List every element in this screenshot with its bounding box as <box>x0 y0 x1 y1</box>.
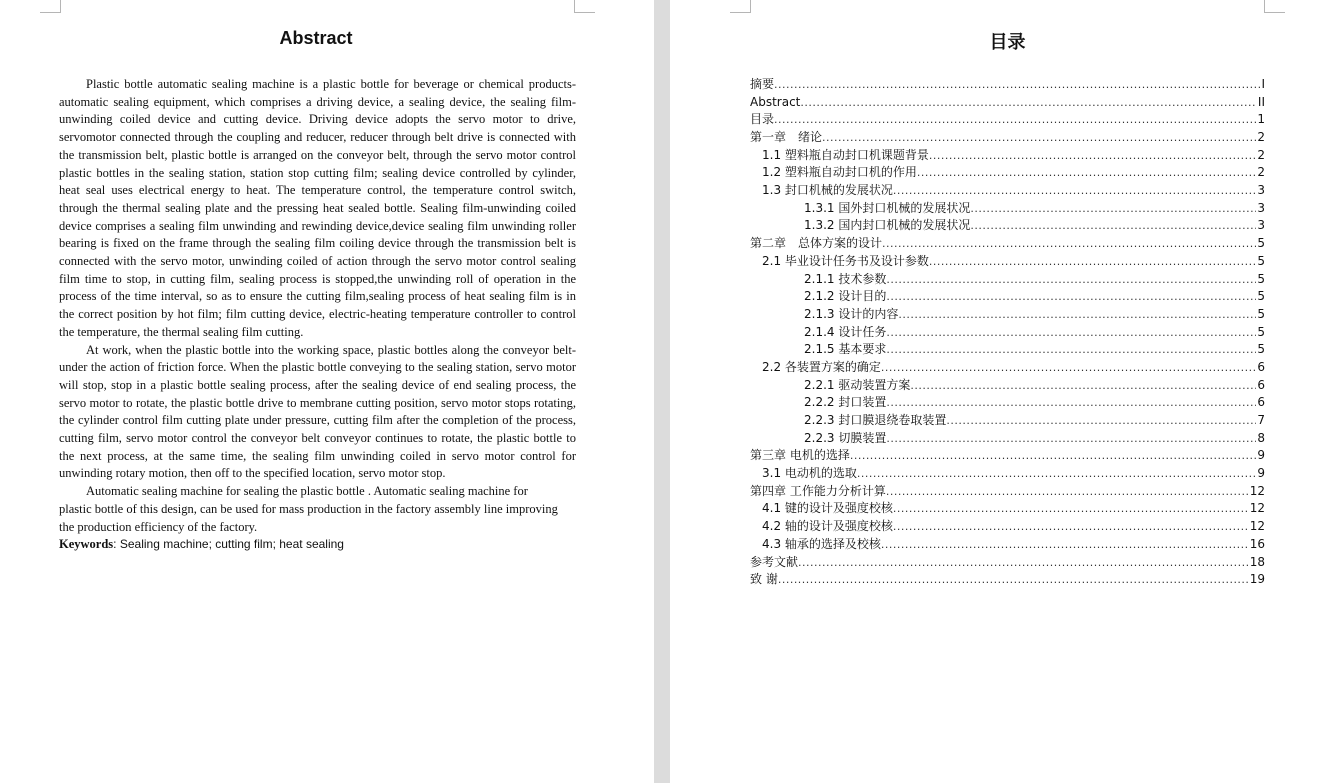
abstract-body <box>59 76 576 554</box>
toc-entry[interactable] <box>750 111 1265 129</box>
toc-dot-leader <box>886 483 1249 501</box>
toc-entry-label: 2.1.2 设计目的 <box>804 289 887 304</box>
toc-entry-label: 2.1 毕业设计任务书及设计参数 <box>762 253 929 268</box>
toc-entry-page: 12 <box>1249 483 1265 498</box>
toc-entry-label: 第一章 绪论 <box>750 130 823 145</box>
toc-entry-page: 5 <box>1257 306 1265 321</box>
toc-entry[interactable] <box>750 164 1265 182</box>
toc-entry-page: 7 <box>1257 413 1265 428</box>
toc-entry-page: 5 <box>1257 253 1265 268</box>
toc-entry-label: 2.1.3 设计的内容 <box>804 306 899 321</box>
toc-entry-page: I <box>1261 76 1265 91</box>
toc-dot-leader <box>893 182 1256 200</box>
toc-entry[interactable] <box>750 147 1265 165</box>
toc-dot-leader <box>774 76 1260 94</box>
toc-entry-page: 9 <box>1257 448 1265 463</box>
toc-entry[interactable] <box>750 324 1265 342</box>
toc-entry[interactable] <box>750 306 1265 324</box>
keywords-label: Keywords <box>59 537 114 552</box>
abstract-page <box>0 0 654 783</box>
toc-entry[interactable] <box>750 341 1265 359</box>
toc-entry-label: Abstract <box>750 94 801 109</box>
toc-dot-leader <box>857 465 1256 483</box>
toc-entry-page: 3 <box>1257 200 1265 215</box>
toc-entry-page: 2 <box>1257 130 1265 145</box>
toc-entry-label: 摘要 <box>750 76 775 91</box>
toc-entry[interactable] <box>750 501 1265 519</box>
toc-entry[interactable] <box>750 235 1265 253</box>
toc-entry-label: 2.2.3 切膜装置 <box>804 430 887 445</box>
toc-entry-page: 3 <box>1257 218 1265 233</box>
toc-entry-page: 5 <box>1257 324 1265 339</box>
toc-dot-leader <box>881 536 1249 554</box>
toc-entry[interactable] <box>750 359 1265 377</box>
toc-entry-page: 9 <box>1257 466 1265 481</box>
toc-entry-label: 2.2.1 驱动装置方案 <box>804 377 911 392</box>
abstract-paragraph: Plastic bottle automatic sealing machine is a plastic bottle for beverage or chemical products-automatic sealing equipment, which comprises a driving device, a sealing device, the sealing film-unwinding coiled device and cutting device. Driving device adopts the servo motor to drive, servomotor connected through the coupling and reducer, reducer through belt drive is connected with the transmission belt, plastic bottle is arranged on the conveyor belt, through the servo motor control plastic bottles in the sealing station, station stop cutting film; sealing device controlled by cylinder, heat seal uses electrical energy to heat. The temperature control, the temperature control switch, through the thermal sealing plate and the pressing heat sealed bottle. Sealing film-unwinding coiled device comprises a sealing film unwinding and rewinding device,device sealing film unwinding roller bearing is fixed on the frame through the sealing film coiling device through the transmission belt is connected with the servo motor, unwinding coiled of action through the servo motor control sealing film time to stop, in cutting film, sealing process is stopped,the unwinding roll of operation in the process of the time interval, so as to ensure the cutting film,sealing process of heat sealing film is in the correct position by hot film; film cutting device, electric-heating temperature controller to control the temperature, the thermal sealing film cutting. <box>59 77 576 339</box>
crop-mark <box>574 0 595 13</box>
toc-entry-label: 参考文献 <box>750 554 799 569</box>
toc-title: 目录 <box>989 32 1026 53</box>
keywords-text: : Sealing machine; cutting film; heat sealing <box>113 537 344 552</box>
toc-entry-label: 目录 <box>750 112 775 127</box>
toc-entry-label: 2.2.2 封口装置 <box>804 395 887 410</box>
toc-entry[interactable] <box>750 129 1265 147</box>
toc-entry[interactable] <box>750 182 1265 200</box>
toc-entry-page: 8 <box>1257 430 1265 445</box>
toc-dot-leader <box>882 235 1256 253</box>
toc-entry-page: 16 <box>1249 536 1265 551</box>
toc-entry-label: 2.1.1 技术参数 <box>804 271 887 286</box>
toc-dot-leader <box>893 518 1249 536</box>
toc-dot-leader <box>929 253 1256 271</box>
toc-entry-label: 3.1 电动机的选取 <box>762 466 857 481</box>
crop-mark <box>730 0 751 13</box>
toc-entry-page: 6 <box>1257 377 1265 392</box>
toc-entry-label: 2.1.4 设计任务 <box>804 324 887 339</box>
toc-entry-page: 12 <box>1249 501 1265 516</box>
toc-entry[interactable] <box>750 430 1265 448</box>
toc-list <box>750 76 1265 589</box>
toc-entry[interactable] <box>750 394 1265 412</box>
keywords-line <box>59 536 576 554</box>
toc-dot-leader <box>970 217 1256 235</box>
toc-entry[interactable] <box>750 271 1265 289</box>
toc-dot-leader <box>970 200 1256 218</box>
toc-entry[interactable] <box>750 94 1265 112</box>
toc-dot-leader <box>886 430 1256 448</box>
toc-dot-leader <box>917 164 1256 182</box>
toc-entry[interactable] <box>750 571 1265 589</box>
toc-entry-page: 12 <box>1249 519 1265 534</box>
toc-entry-label: 2.1.5 基本要求 <box>804 342 887 357</box>
page-gutter <box>654 0 670 783</box>
abstract-paragraph: Automatic sealing machine for sealing the plastic bottle . Automatic sealing machine for plastic bottle of this design, can be used for mass production in the factory assembly line improving the production efficiency of the factory. <box>59 484 558 534</box>
toc-dot-leader <box>886 288 1256 306</box>
toc-entry[interactable] <box>750 554 1265 572</box>
toc-entry-page: 2 <box>1257 165 1265 180</box>
toc-entry-page: 6 <box>1257 395 1265 410</box>
toc-dot-leader <box>881 359 1256 377</box>
toc-dot-leader <box>850 447 1257 465</box>
toc-entry-page: 2 <box>1257 147 1265 162</box>
toc-entry-page: 18 <box>1249 554 1265 569</box>
toc-entry-label: 1.2 塑料瓶自动封口机的作用 <box>762 165 917 180</box>
toc-entry[interactable] <box>750 218 1265 236</box>
toc-entry-label: 第三章 电机的选择 <box>750 448 850 463</box>
toc-entry-label: 第四章 工作能力分析计算 <box>750 483 886 498</box>
toc-dot-leader <box>910 377 1256 395</box>
toc-entry-label: 1.3.1 国外封口机械的发展状况 <box>804 200 971 215</box>
toc-entry-page: 5 <box>1257 342 1265 357</box>
toc-entry[interactable] <box>750 412 1265 430</box>
toc-entry-label: 4.1 键的设计及强度校核 <box>762 501 893 516</box>
toc-entry[interactable] <box>750 76 1265 94</box>
toc-dot-leader <box>822 129 1256 147</box>
toc-entry[interactable] <box>750 465 1265 483</box>
toc-entry[interactable] <box>750 377 1265 395</box>
toc-dot-leader <box>886 341 1256 359</box>
toc-entry-label: 1.3.2 国内封口机械的发展状况 <box>804 218 971 233</box>
toc-entry-page: 6 <box>1257 359 1265 374</box>
toc-dot-leader <box>800 94 1257 112</box>
crop-mark <box>40 0 61 13</box>
toc-entry[interactable] <box>750 447 1265 465</box>
toc-dot-leader <box>893 500 1249 518</box>
toc-entry-label: 1.1 塑料瓶自动封口机课题背景 <box>762 147 929 162</box>
toc-entry[interactable] <box>750 483 1265 501</box>
toc-dot-leader <box>898 306 1256 324</box>
toc-entry[interactable] <box>750 536 1265 554</box>
toc-entry-page: II <box>1257 94 1265 109</box>
toc-entry-label: 4.3 轴承的选择及校核 <box>762 536 881 551</box>
toc-entry[interactable] <box>750 200 1265 218</box>
abstract-title: Abstract <box>279 28 353 48</box>
toc-entry-page: 19 <box>1249 572 1265 587</box>
toc-page <box>670 0 1332 783</box>
toc-entry[interactable] <box>750 253 1265 271</box>
toc-entry-page: 5 <box>1257 236 1265 251</box>
toc-entry[interactable] <box>750 518 1265 536</box>
toc-entry-label: 1.3 封口机械的发展状况 <box>762 183 893 198</box>
toc-entry-page: 5 <box>1257 289 1265 304</box>
toc-entry-label: 2.2 各装置方案的确定 <box>762 359 881 374</box>
toc-dot-leader <box>886 394 1256 412</box>
toc-entry-label: 致 谢 <box>750 572 778 587</box>
toc-entry-page: 3 <box>1257 183 1265 198</box>
toc-entry-label: 4.2 轴的设计及强度校核 <box>762 519 893 534</box>
crop-mark <box>1264 0 1285 13</box>
toc-dot-leader <box>774 111 1256 129</box>
toc-dot-leader <box>929 147 1256 165</box>
toc-dot-leader <box>946 412 1256 430</box>
toc-dot-leader <box>778 571 1249 589</box>
toc-dot-leader <box>798 554 1249 572</box>
abstract-paragraph: At work, when the plastic bottle into the working space, plastic bottles along the conveyor belt-under the action of friction force. When the plastic bottle conveying to the sealing station, servo motor will stop, stop in a plastic bottle sealing process, after the sealing device of end sealing process, the servo motor to rotate, the plastic bottle drive to membrane cutting position, servo motor stops rotating, the cylinder control film cutting plate under pressure, cutting film after the completion of the process, cutting film, servo motor control the conveyor belt conveyor continues to rotate, the plastic bottle to the next process, at the same time, the sealing film unwinding coiled in servo motor control for unwinding rotary motion, then off to the specified location, servo motor stop. <box>59 342 576 481</box>
toc-entry-page: 5 <box>1257 271 1265 286</box>
toc-dot-leader <box>886 271 1256 289</box>
toc-entry[interactable] <box>750 288 1265 306</box>
toc-entry-label: 第二章 总体方案的设计 <box>750 236 883 251</box>
toc-dot-leader <box>886 324 1256 342</box>
toc-entry-page: 1 <box>1257 112 1265 127</box>
toc-entry-label: 2.2.3 封口膜退绕卷取装置 <box>804 413 947 428</box>
